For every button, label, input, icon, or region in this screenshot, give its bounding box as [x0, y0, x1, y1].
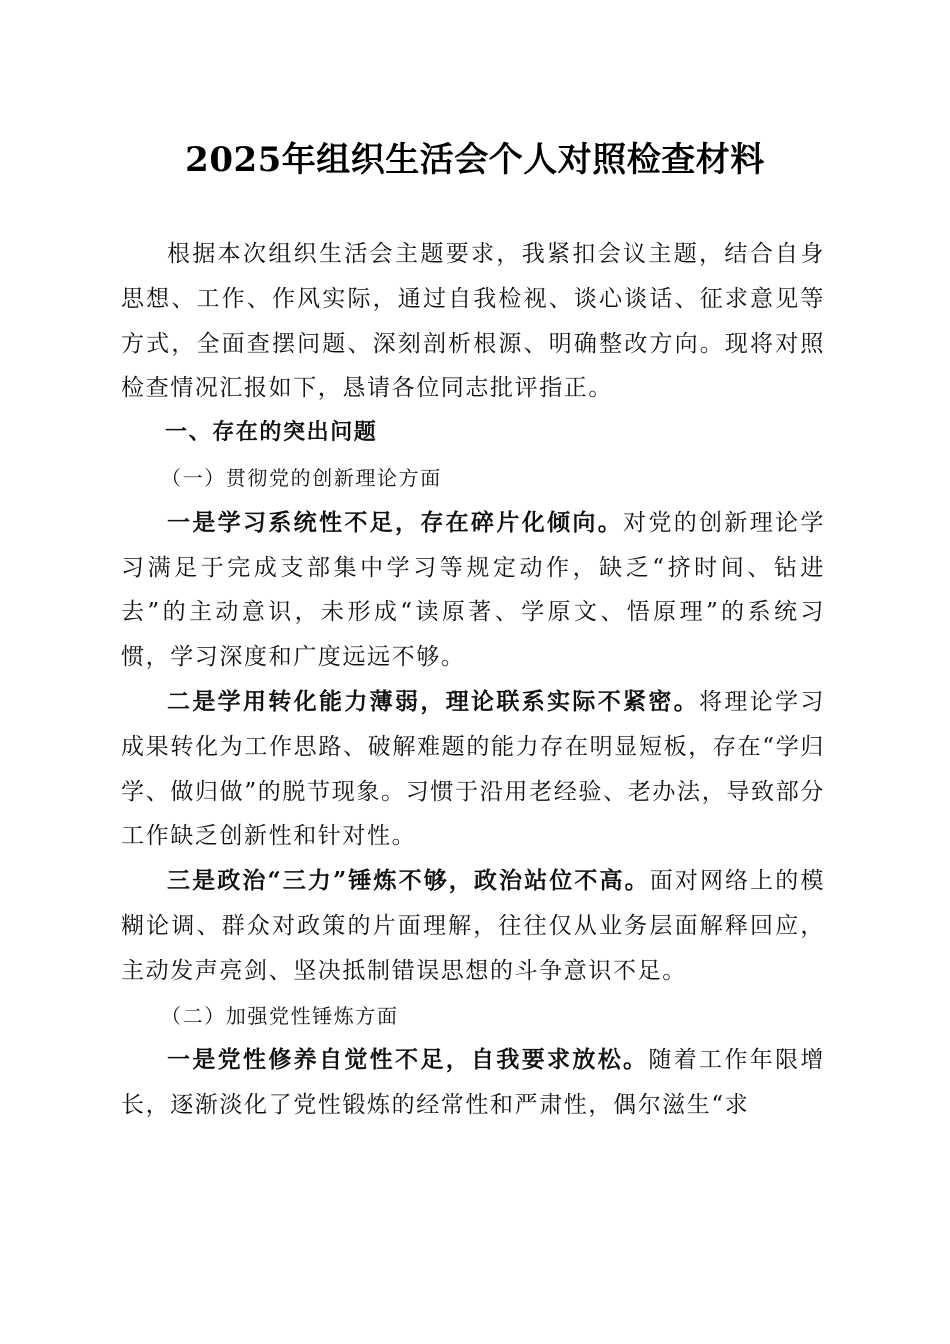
paragraph-4 — [121, 1038, 825, 1128]
section-heading-problems: 一、存在的突出问题 — [165, 420, 378, 446]
paragraph-3-text: 面对网络上的模糊论调、群众对政策的片面理解，往往仅从业务层面解释回应，主动发声亮剑、坚决抵制错误思想的斗争意识不足。 — [121, 868, 825, 984]
paragraph-2 — [121, 680, 825, 859]
paragraph-4-lead: 一是党性修养自觉性不足，自我要求放松。 — [167, 1046, 649, 1074]
paragraph-1 — [121, 501, 825, 680]
paragraph-2-text: 将理论学习成果转化为工作思路、破解难题的能力存在明显短板，存在“学归学、做归做”的脱节现象。习惯于沿用老经验、老办法，导致部分工作缺乏创新性和针对性。 — [121, 688, 826, 850]
subsection-heading-theory: （一）贯彻党的创新理论方面 — [161, 465, 442, 490]
paragraph-3 — [121, 859, 825, 993]
paragraph-2-lead: 二是学用转化能力薄弱，理论联系实际不紧密。 — [167, 687, 700, 715]
subsection-heading-party-spirit: （二）加强党性锤炼方面 — [161, 1003, 399, 1028]
document-title: 2025年组织生活会个人对照检查材料 — [185, 140, 765, 180]
paragraph-1-text: 对党的创新理论学习满足于完成支部集中学习等规定动作，缺乏“挤时间、钻进去”的主动意识，未形成“读原著、学原文、悟原理”的系统习惯，学习深度和广度远远不够。 — [121, 509, 825, 671]
paragraph-3-lead: 三是政治“三力”锤炼不够，政治站位不高。 — [167, 867, 650, 895]
paragraph-1-lead: 一是学习系统性不足，存在碎片化倾向。 — [167, 508, 624, 536]
document-body — [121, 232, 825, 1128]
paragraph-4-text: 随着工作年限增长，逐渐淡化了党性锻炼的经常性和严肃性，偶尔滋生“求 — [121, 1047, 826, 1119]
intro-paragraph: 根据本次组织生活会主题要求，我紧扣会议主题，结合自身思想、工作、作风实际，通过自我检视、谈心谈话、征求意见等方式，全面查摆问题、深刻剖析根源、明确整改方向。现将对照检查情况汇报如下，恳请各位同志批评指正。 — [121, 241, 825, 402]
